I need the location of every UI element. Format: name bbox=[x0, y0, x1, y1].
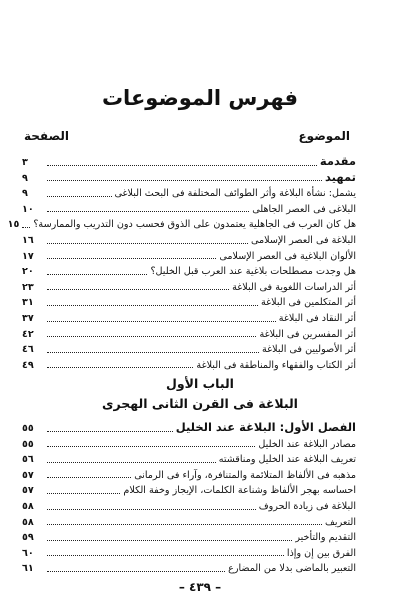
toc-entry bbox=[22, 277, 356, 293]
leader-dots bbox=[47, 367, 193, 368]
leader-dots bbox=[47, 321, 276, 322]
leader-dots bbox=[47, 243, 248, 244]
toc-entry bbox=[22, 496, 356, 512]
toc-entry-text: تعريف البلاغة عند الخليل ومناقشته bbox=[218, 454, 356, 466]
part-subtitle: البلاغة فى القرن الثانى الهجرى bbox=[102, 396, 298, 411]
toc-entry-page: ٩ bbox=[22, 188, 28, 200]
toc-entry-text: مذهبه فى الألفاظ المتلائمة والمتنافرة، وآراء فى الرمانى bbox=[134, 469, 356, 481]
toc-entry-text: البلاغى فى العصر الجاهلى bbox=[252, 203, 356, 215]
toc-entry-page: ٦٠ bbox=[22, 547, 34, 559]
toc-entry-text: احساسه بهجر الألفاظ وشناعة الكلمات، الإيجاز وخفة الكلام bbox=[123, 485, 356, 497]
toc-entry-page: ٤٩ bbox=[22, 359, 34, 371]
leader-dots bbox=[47, 196, 112, 197]
toc-entry-page: ٥٨ bbox=[22, 500, 34, 512]
page-column-header: الصفحة bbox=[24, 129, 70, 143]
toc-entry-page: ٣ bbox=[22, 157, 28, 168]
toc-list bbox=[7, 152, 356, 371]
leader-dots bbox=[47, 274, 147, 275]
toc-entry-text: أثر الكتاب والفقهاء والمناطقة فى البلاغة bbox=[196, 359, 356, 371]
toc-entry-page: ٥٨ bbox=[22, 516, 34, 528]
leader-dots bbox=[47, 289, 229, 290]
leader-dots bbox=[22, 227, 30, 228]
leader-dots bbox=[47, 555, 284, 556]
toc-entry-text: أثر المفسرين فى البلاغة bbox=[259, 328, 356, 340]
toc-entry bbox=[22, 449, 356, 465]
toc-entry-page: ٥٥ bbox=[22, 423, 34, 434]
toc-entry-page: ٤٢ bbox=[22, 328, 34, 340]
toc-entry-page: ٣٧ bbox=[22, 312, 34, 324]
toc-entry-page: ٥٥ bbox=[22, 438, 34, 450]
leader-dots bbox=[47, 431, 173, 432]
toc-entry-page: ٣١ bbox=[22, 297, 34, 309]
leader-dots bbox=[47, 493, 120, 494]
toc-entry-text: التعبير بالماضى بدلا من المضارع bbox=[228, 563, 356, 575]
toc-entry bbox=[22, 168, 356, 184]
topic-column-header: الموضوع bbox=[298, 129, 350, 143]
toc-entry bbox=[22, 292, 356, 308]
toc-entry bbox=[22, 543, 356, 559]
toc-entry bbox=[22, 308, 356, 324]
leader-dots bbox=[47, 305, 258, 306]
leader-dots bbox=[47, 509, 256, 510]
toc-entry-text: هل كان العرب فى الجاهلية يعتمدون على الذوق فحسب دون التدريب والممارسة؟ bbox=[33, 219, 356, 231]
leader-dots bbox=[47, 258, 216, 259]
toc-entry-page: ٩ bbox=[22, 172, 28, 184]
toc-entry-page: ٢٣ bbox=[22, 281, 34, 293]
page-number: – ٤٣٩ – bbox=[178, 580, 222, 594]
toc-entry-text: الفرق بين إن وإذا bbox=[286, 547, 356, 559]
page-title: فهرس الموضوعات bbox=[101, 86, 299, 110]
toc-entry bbox=[22, 152, 356, 168]
toc-entry bbox=[22, 418, 356, 434]
toc-entry bbox=[22, 339, 356, 355]
toc-entry-text: أثر الأصوليين فى البلاغة bbox=[262, 344, 356, 356]
toc-entry bbox=[22, 324, 356, 340]
toc-entry-text: الفصل الأول: البلاغة عند الخليل bbox=[175, 420, 356, 435]
toc-entry-text: البلاغة فى زيادة الحروف bbox=[258, 500, 356, 512]
toc-entry-text: التعريف bbox=[324, 516, 356, 528]
toc-entry-page: ٥٩ bbox=[22, 532, 34, 544]
toc-entry-text: الألوان البلاغية فى العصر الإسلامى bbox=[219, 250, 356, 262]
leader-dots bbox=[47, 477, 131, 478]
toc-entry-page: ١٥ bbox=[7, 219, 20, 231]
leader-dots bbox=[47, 524, 322, 525]
toc-entry-page: ٦١ bbox=[22, 563, 34, 575]
leader-dots bbox=[47, 540, 292, 541]
toc-entry bbox=[22, 261, 356, 277]
toc-entry-page: ١٠ bbox=[22, 203, 34, 215]
chapter-toc-list bbox=[22, 418, 356, 574]
toc-entry-text: أثر المتكلمين فى البلاغة bbox=[261, 297, 356, 309]
leader-dots bbox=[47, 571, 225, 572]
toc-entry-text: أثر الدراسات اللغوية فى البلاغة bbox=[232, 281, 356, 293]
leader-dots bbox=[47, 446, 255, 447]
toc-entry bbox=[22, 355, 356, 371]
toc-entry-text: تمهيد bbox=[325, 169, 356, 184]
toc-entry bbox=[22, 558, 356, 574]
leader-dots bbox=[47, 352, 259, 353]
toc-entry bbox=[22, 230, 356, 246]
toc-entry-text: أثر النقاد فى البلاغة bbox=[278, 312, 356, 324]
toc-entry-text: يشمل: نشأة البلاغة وأثر الطوائف المختلفة فى البحث البلاغى bbox=[114, 188, 356, 200]
leader-dots bbox=[47, 462, 216, 463]
toc-entry-text: مصادر البلاغة عند الخليل bbox=[258, 438, 356, 450]
toc-entry-page: ٥٧ bbox=[22, 485, 34, 497]
leader-dots bbox=[47, 211, 249, 212]
toc-entry bbox=[22, 465, 356, 481]
part-title: الباب الأول bbox=[166, 376, 234, 391]
toc-entry-text: هل وجدت مصطلحات بلاغية عند العرب قبل الخليل؟ bbox=[150, 266, 356, 278]
toc-entry bbox=[22, 434, 356, 450]
leader-dots bbox=[47, 336, 256, 337]
toc-entry-text: البلاغة فى العصر الإسلامى bbox=[251, 234, 356, 246]
leader-dots bbox=[47, 180, 322, 181]
toc-entry bbox=[22, 527, 356, 543]
toc-entry-page: ٥٧ bbox=[22, 469, 34, 481]
toc-entry-page: ١٧ bbox=[22, 250, 34, 262]
leader-dots bbox=[47, 165, 317, 166]
toc-entry bbox=[22, 512, 356, 528]
toc-entry-page: ١٦ bbox=[22, 234, 34, 246]
toc-entry bbox=[22, 480, 356, 496]
toc-entry-text: التقديم والتأخير bbox=[295, 532, 356, 544]
toc-entry-page: ٥٦ bbox=[22, 454, 34, 466]
toc-entry-text: مقدمة bbox=[319, 154, 356, 169]
toc-entry bbox=[7, 214, 356, 231]
toc-entry-page: ٤٦ bbox=[22, 344, 34, 356]
toc-entry bbox=[22, 183, 356, 199]
toc-entry bbox=[22, 246, 356, 262]
toc-entry-page: ٢٠ bbox=[22, 266, 34, 278]
toc-entry bbox=[22, 199, 356, 215]
